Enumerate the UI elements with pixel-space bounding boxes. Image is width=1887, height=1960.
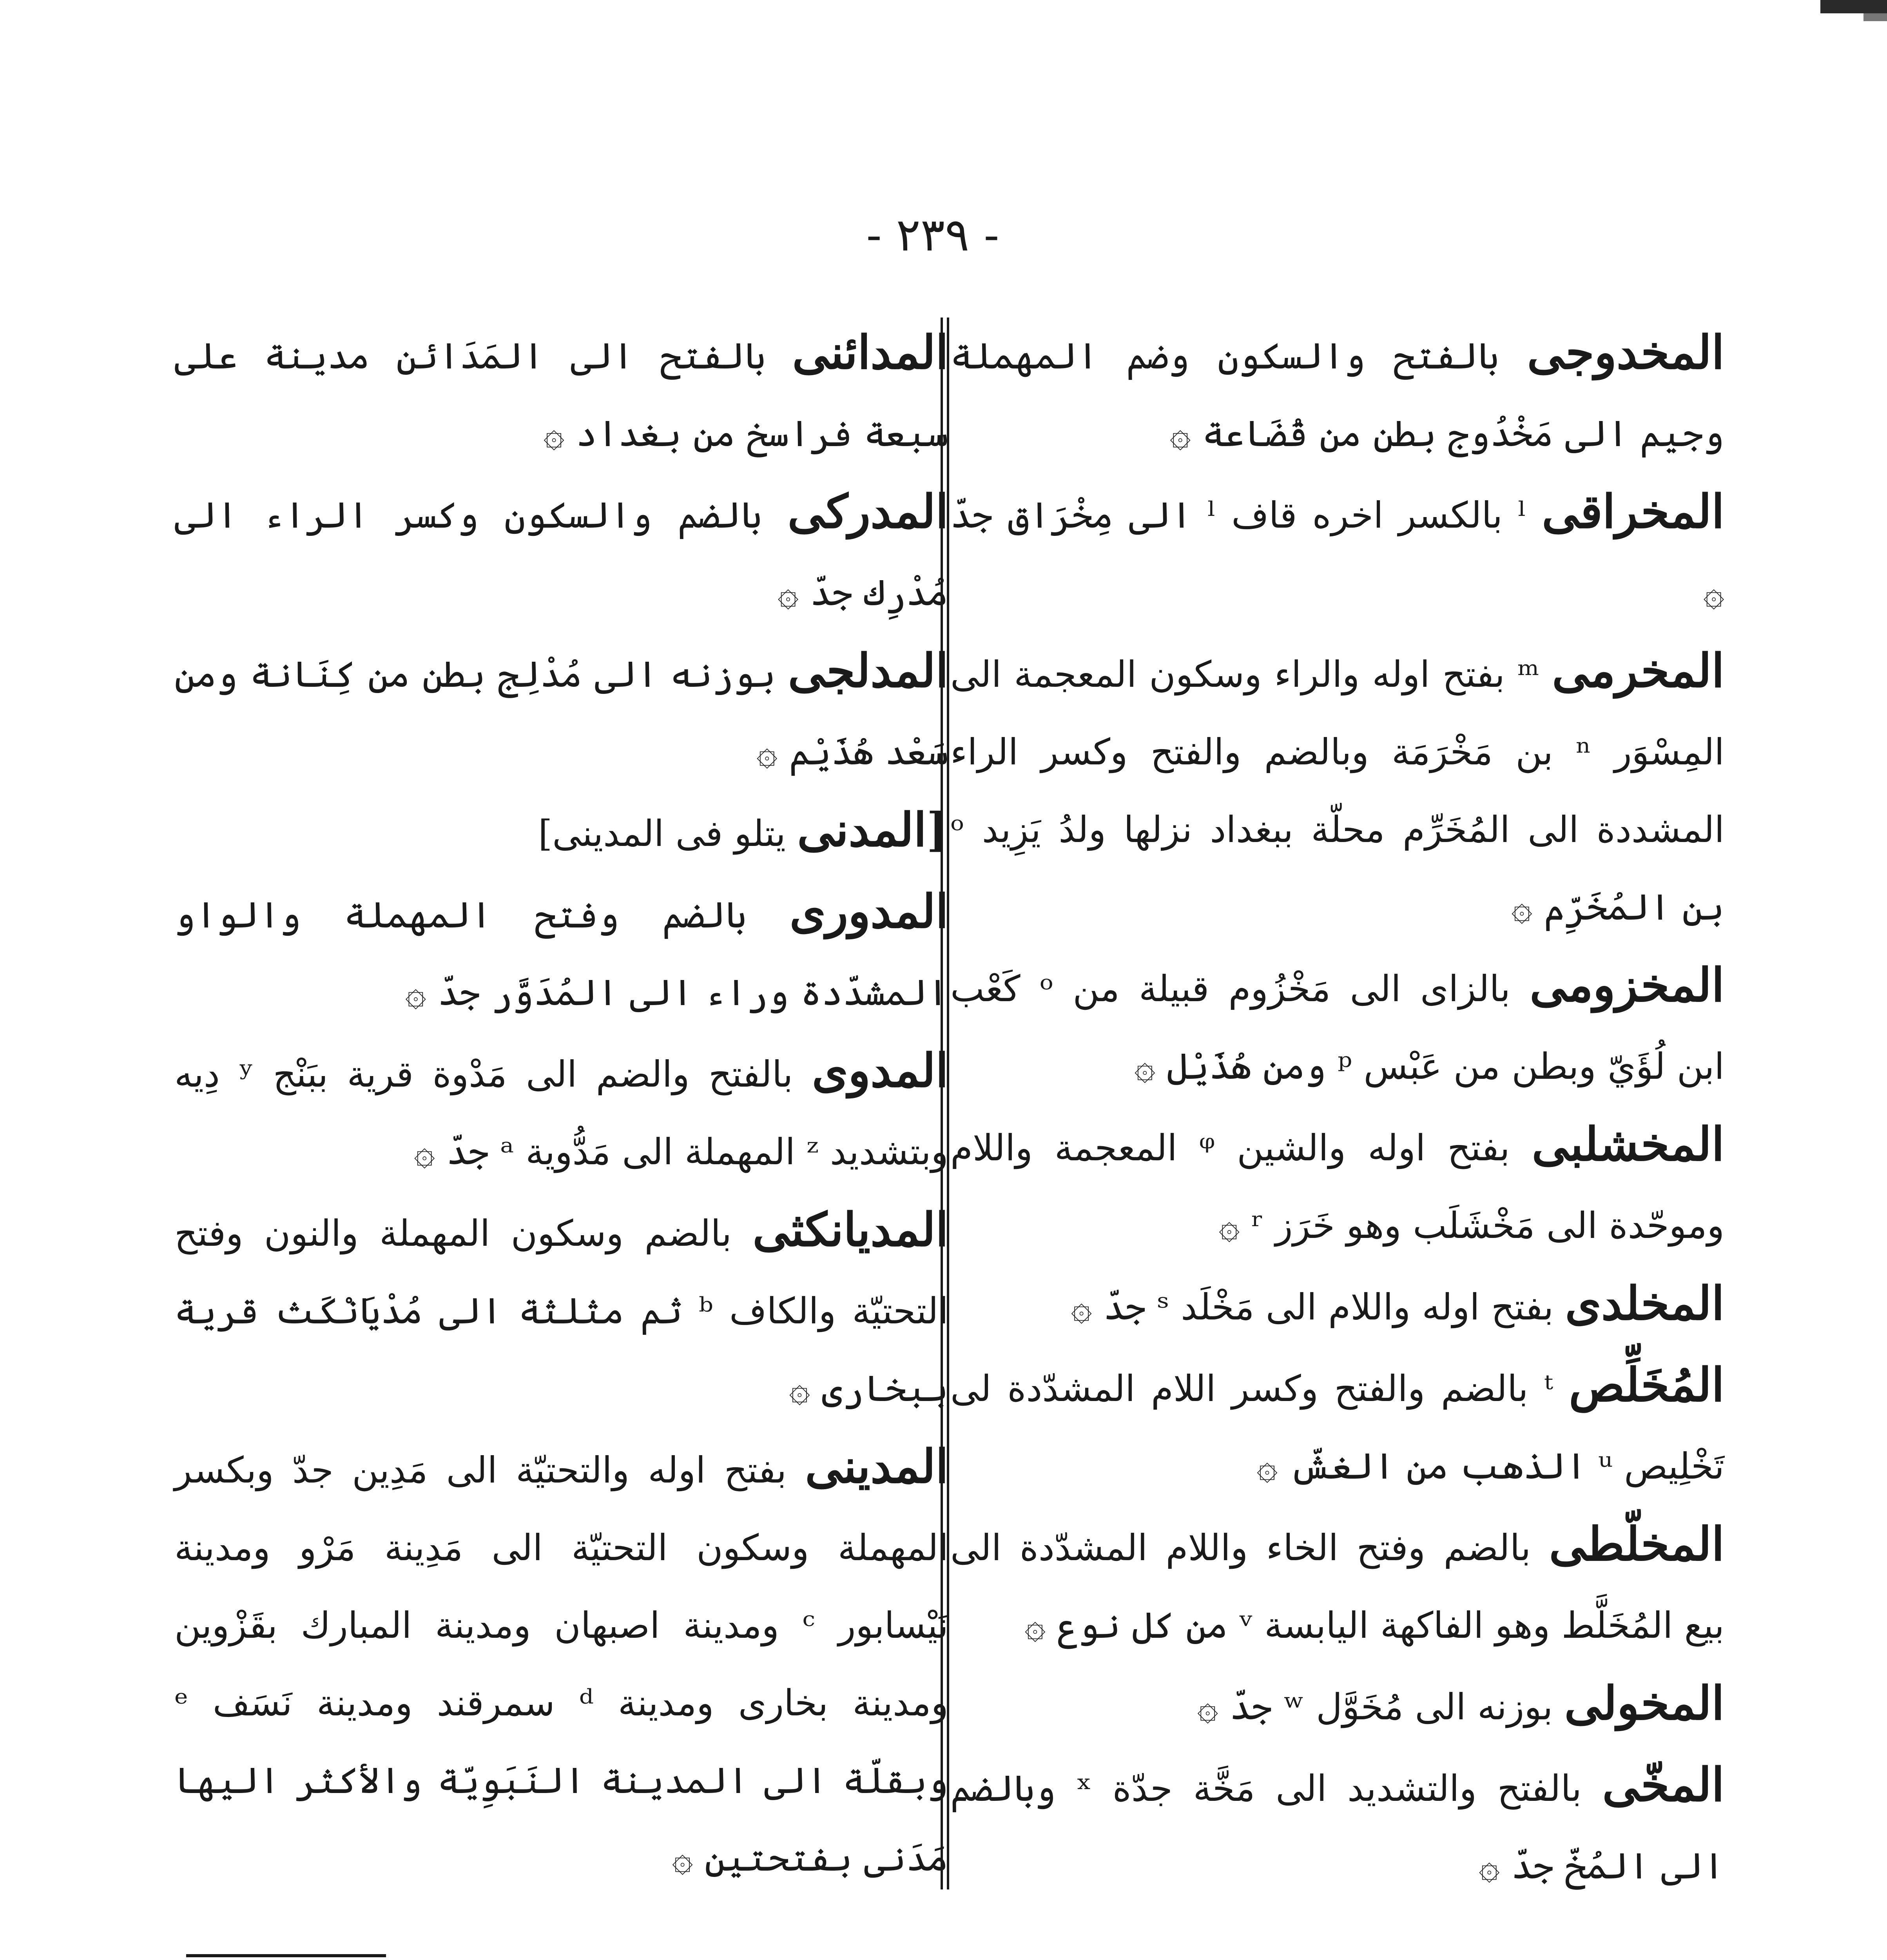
- entry-text: بالفتح والضم الى مَدْوة قرية ببَنْج ʸ دِيه وبتشديد ᶻ المهملة الى مَدُّوية ᵃ جدّ ۞: [174, 1053, 948, 1173]
- headword: المخدوجى: [1527, 325, 1724, 379]
- entry-text: ᵐ بفتح اوله والراء وسكون المعجمة الى المِسْوَر ⁿ بن مَخْرَمَة وبالضم والفتح وكسر الراء المشددة الى المُخَرِّم محلّة ببغداد نزلها ولدُ يَزِيد ᵒ بن المُخَرِّم ۞: [950, 653, 1724, 928]
- entry-text: بفتح اوله واللام الى مَخْلَد ˢ جدّ ۞: [1071, 1286, 1565, 1328]
- entry: [174, 314, 948, 473]
- entry: [174, 473, 948, 632]
- entry-text: بالفتح والتشديد الى مَخَّة جدّة ˣ وبالضم الى المُخّ جدّ ۞: [950, 1768, 1724, 1887]
- entry-text: بالضم وفتح المهملة والواو المشدّدة وراء الى المُدَوَّر جدّ ۞: [174, 894, 948, 1014]
- entry: [950, 314, 1724, 473]
- entry: [950, 1664, 1724, 1746]
- left-column: [174, 314, 948, 1913]
- entry-text: بالضم والسكون وكسر الراء الى مُدْرِك جدّ ۞: [174, 494, 948, 614]
- entry-text: يتلو فى المدينى]: [538, 813, 798, 855]
- headword: المخزومى: [1530, 958, 1725, 1012]
- entry: [950, 473, 1724, 632]
- headword: المخلّطى: [1549, 1517, 1724, 1571]
- headword: المدورى: [789, 884, 948, 938]
- scan-edge-mark: [1820, 0, 1887, 13]
- entry-text: بالضم وفتح الخاء واللام المشدّدة الى بيع المُخَلَّط وهو الفاكهة اليابسة ᵛ من كل نوع ۞: [950, 1527, 1724, 1646]
- entry: [174, 1428, 948, 1897]
- headword: المدوى: [812, 1043, 948, 1098]
- headword: المخّى: [1602, 1757, 1724, 1812]
- entry: [950, 1105, 1724, 1265]
- headword: المخشلبى: [1532, 1117, 1724, 1171]
- entry: [950, 1746, 1724, 1905]
- entry: [174, 1191, 948, 1428]
- entry-text: بوزنه الى مُدْلِج بطن من كِنَانة ومن سَعْد هُذَيْم ۞: [174, 653, 948, 773]
- entry: [174, 791, 948, 873]
- footnote-rule: [186, 1954, 386, 1957]
- headword: المخولى: [1564, 1676, 1724, 1730]
- entry-text: ᵗ بالضم والفتح وكسر اللام المشدّدة لى تَخْلِيص ᵘ الذهب من الغشّ ۞: [950, 1368, 1724, 1487]
- entry: [174, 873, 948, 1032]
- entry: [950, 1505, 1724, 1664]
- headword: المدينى: [805, 1439, 948, 1494]
- entry: [950, 946, 1724, 1105]
- headword: المخراقى: [1542, 484, 1725, 539]
- scan-edge-mark-shadow: [1863, 13, 1887, 21]
- entry: [950, 1265, 1724, 1346]
- entry: [174, 1032, 948, 1191]
- entry-text: بالفتح الى المَدَائن مدينة على سبعة فراسخ من بغداد ۞: [174, 335, 948, 455]
- headword: المدلجى: [788, 643, 948, 698]
- entry-text: بفتح اوله والشين ᵠ المعجمة واللام وموحّدة الى مَخْشَلَب وهو خَرَز ʳ ۞: [950, 1127, 1724, 1247]
- entry-text: ˡ بالكسر اخره قاف ˡ الى مِخْرَاق جدّ ۞: [950, 494, 1724, 614]
- headword: المديانكثى: [752, 1202, 948, 1257]
- page-number: - ٢٣٩ -: [866, 209, 999, 261]
- headword: المدركى: [787, 484, 948, 539]
- entry-text: بالزاى الى مَخْزُوم قبيلة من ᵒ كَعْب ابن لُؤَيّ وبطن من عَبْس ᵖ ومن هُذَيْل ۞: [950, 968, 1724, 1087]
- right-column: [950, 314, 1724, 1913]
- entry: [950, 1346, 1724, 1505]
- headword: المخلدى: [1565, 1276, 1724, 1330]
- headword: المخرمى: [1552, 643, 1725, 698]
- entry: [950, 632, 1724, 946]
- headword: المدائنى: [792, 325, 948, 379]
- entry-text: بفتح اوله والتحتيّة الى مَدِين جدّ وبكسر المهملة وسكون التحتيّة الى مَدِينة مَرْو ومدينة نَيْسابور ᶜ ومدينة اصبهان ومدينة المبارك بقَزْوين ومدينة بخارى ومدينة ᵈ سمرقند ومدينة نَسَف ᵉ وبقلّة الى المدينة النَبَوِيّة والأكثر اليها مَدَنى بفتحتين ۞: [174, 1449, 949, 1879]
- entry-text: بالفتح والسكون وضم المهملة وجيم الى مَخْدُوج بطن من قُضَاعة ۞: [950, 335, 1724, 455]
- entry-text: بوزنه الى مُخَوَّل ʷ جدّ ۞: [1197, 1686, 1564, 1728]
- entry-text: بالضم وسكون المهملة والنون وفتح التحتيّة والكاف ᵇ ثم مثلثة الى مُدْيَانْكَث قرية ببخارى ۞: [174, 1212, 948, 1410]
- entry: [174, 632, 948, 791]
- headword: المُخَلِّص: [1569, 1357, 1725, 1412]
- headword: [المدنى: [797, 802, 948, 857]
